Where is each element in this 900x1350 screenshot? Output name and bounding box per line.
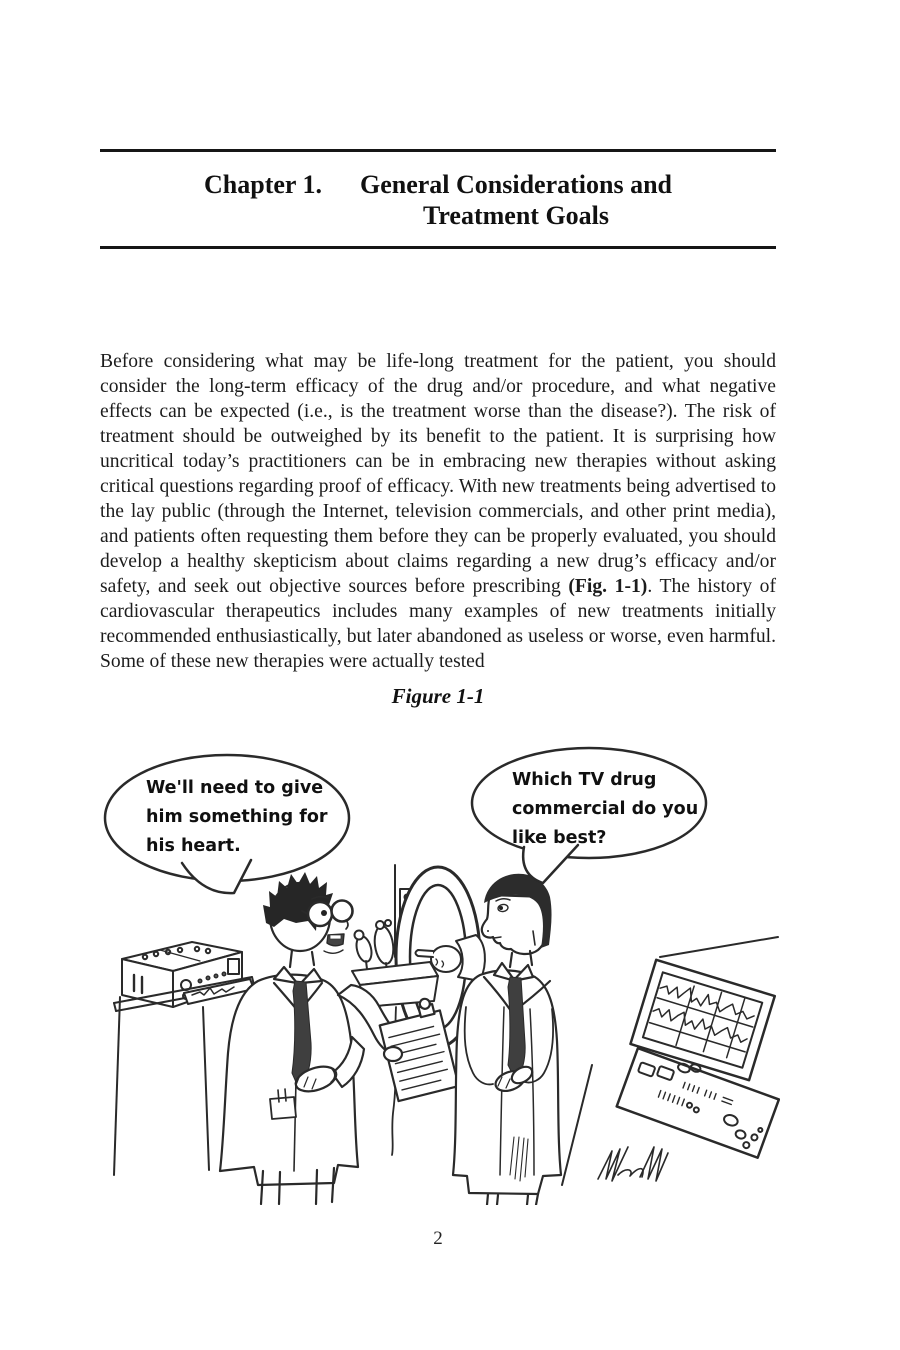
cartoon-figure bbox=[100, 745, 780, 1205]
right-bubble-line2: commercial do you bbox=[512, 799, 699, 819]
left-bubble-line3: his heart. bbox=[146, 836, 241, 856]
artist-signature bbox=[598, 1147, 668, 1181]
figure-caption: Figure 1-1 bbox=[391, 684, 485, 708]
right-bubble-line3: like best? bbox=[512, 828, 607, 848]
paragraph-text-before: Before considering what may be life-long treatment for the patient, you should consider the long-term efficacy of the drug and/or procedure, and what negative effects can be expected (i.e., is the treatment worse than the disease?). The risk of treatment should be outweighed by its benefit to the patient. It is surprising how uncritical today’s practitioners can be in embracing new therapies without asking critical questions regarding proof of efficacy. With new treatments being advertised to the lay public (through the Internet, television commercials, and other print media), and patients often requesting them before they can be properly evaluated, you should develop a healthy skepticism about claims regarding a new drug’s efficacy and/or safety, and seek out objective sources before prescribing bbox=[100, 350, 776, 597]
paragraph-text-after: . The history of cardiovascular therapeutics includes many examples of new treatments initially recommended enthusiastically, but later abandoned as useless or worse, even harmful. Some of these new therapies were actually tested bbox=[100, 575, 776, 672]
right-bubble-line1: Which TV drug bbox=[512, 770, 657, 790]
left-speech-bubble bbox=[105, 755, 349, 893]
chapter-title-line2: Treatment Goals bbox=[422, 201, 610, 230]
body-paragraph bbox=[100, 349, 776, 674]
figure-reference: (Fig. 1-1) bbox=[568, 575, 648, 597]
chapter-number: Chapter 1. bbox=[204, 170, 322, 199]
monitor-console bbox=[562, 937, 780, 1185]
page-number: 2 bbox=[433, 1228, 443, 1249]
left-bubble-line1: We'll need to give bbox=[146, 778, 324, 798]
chapter-title bbox=[100, 169, 776, 231]
left-bubble-line2: him something for bbox=[146, 807, 328, 827]
chapter-rule-bottom bbox=[100, 246, 776, 249]
chapter-title-lines bbox=[360, 169, 672, 231]
right-speech-bubble bbox=[472, 748, 706, 883]
chapter-title-line1: General Considerations and bbox=[359, 170, 672, 199]
chapter-rule-top bbox=[100, 149, 776, 152]
